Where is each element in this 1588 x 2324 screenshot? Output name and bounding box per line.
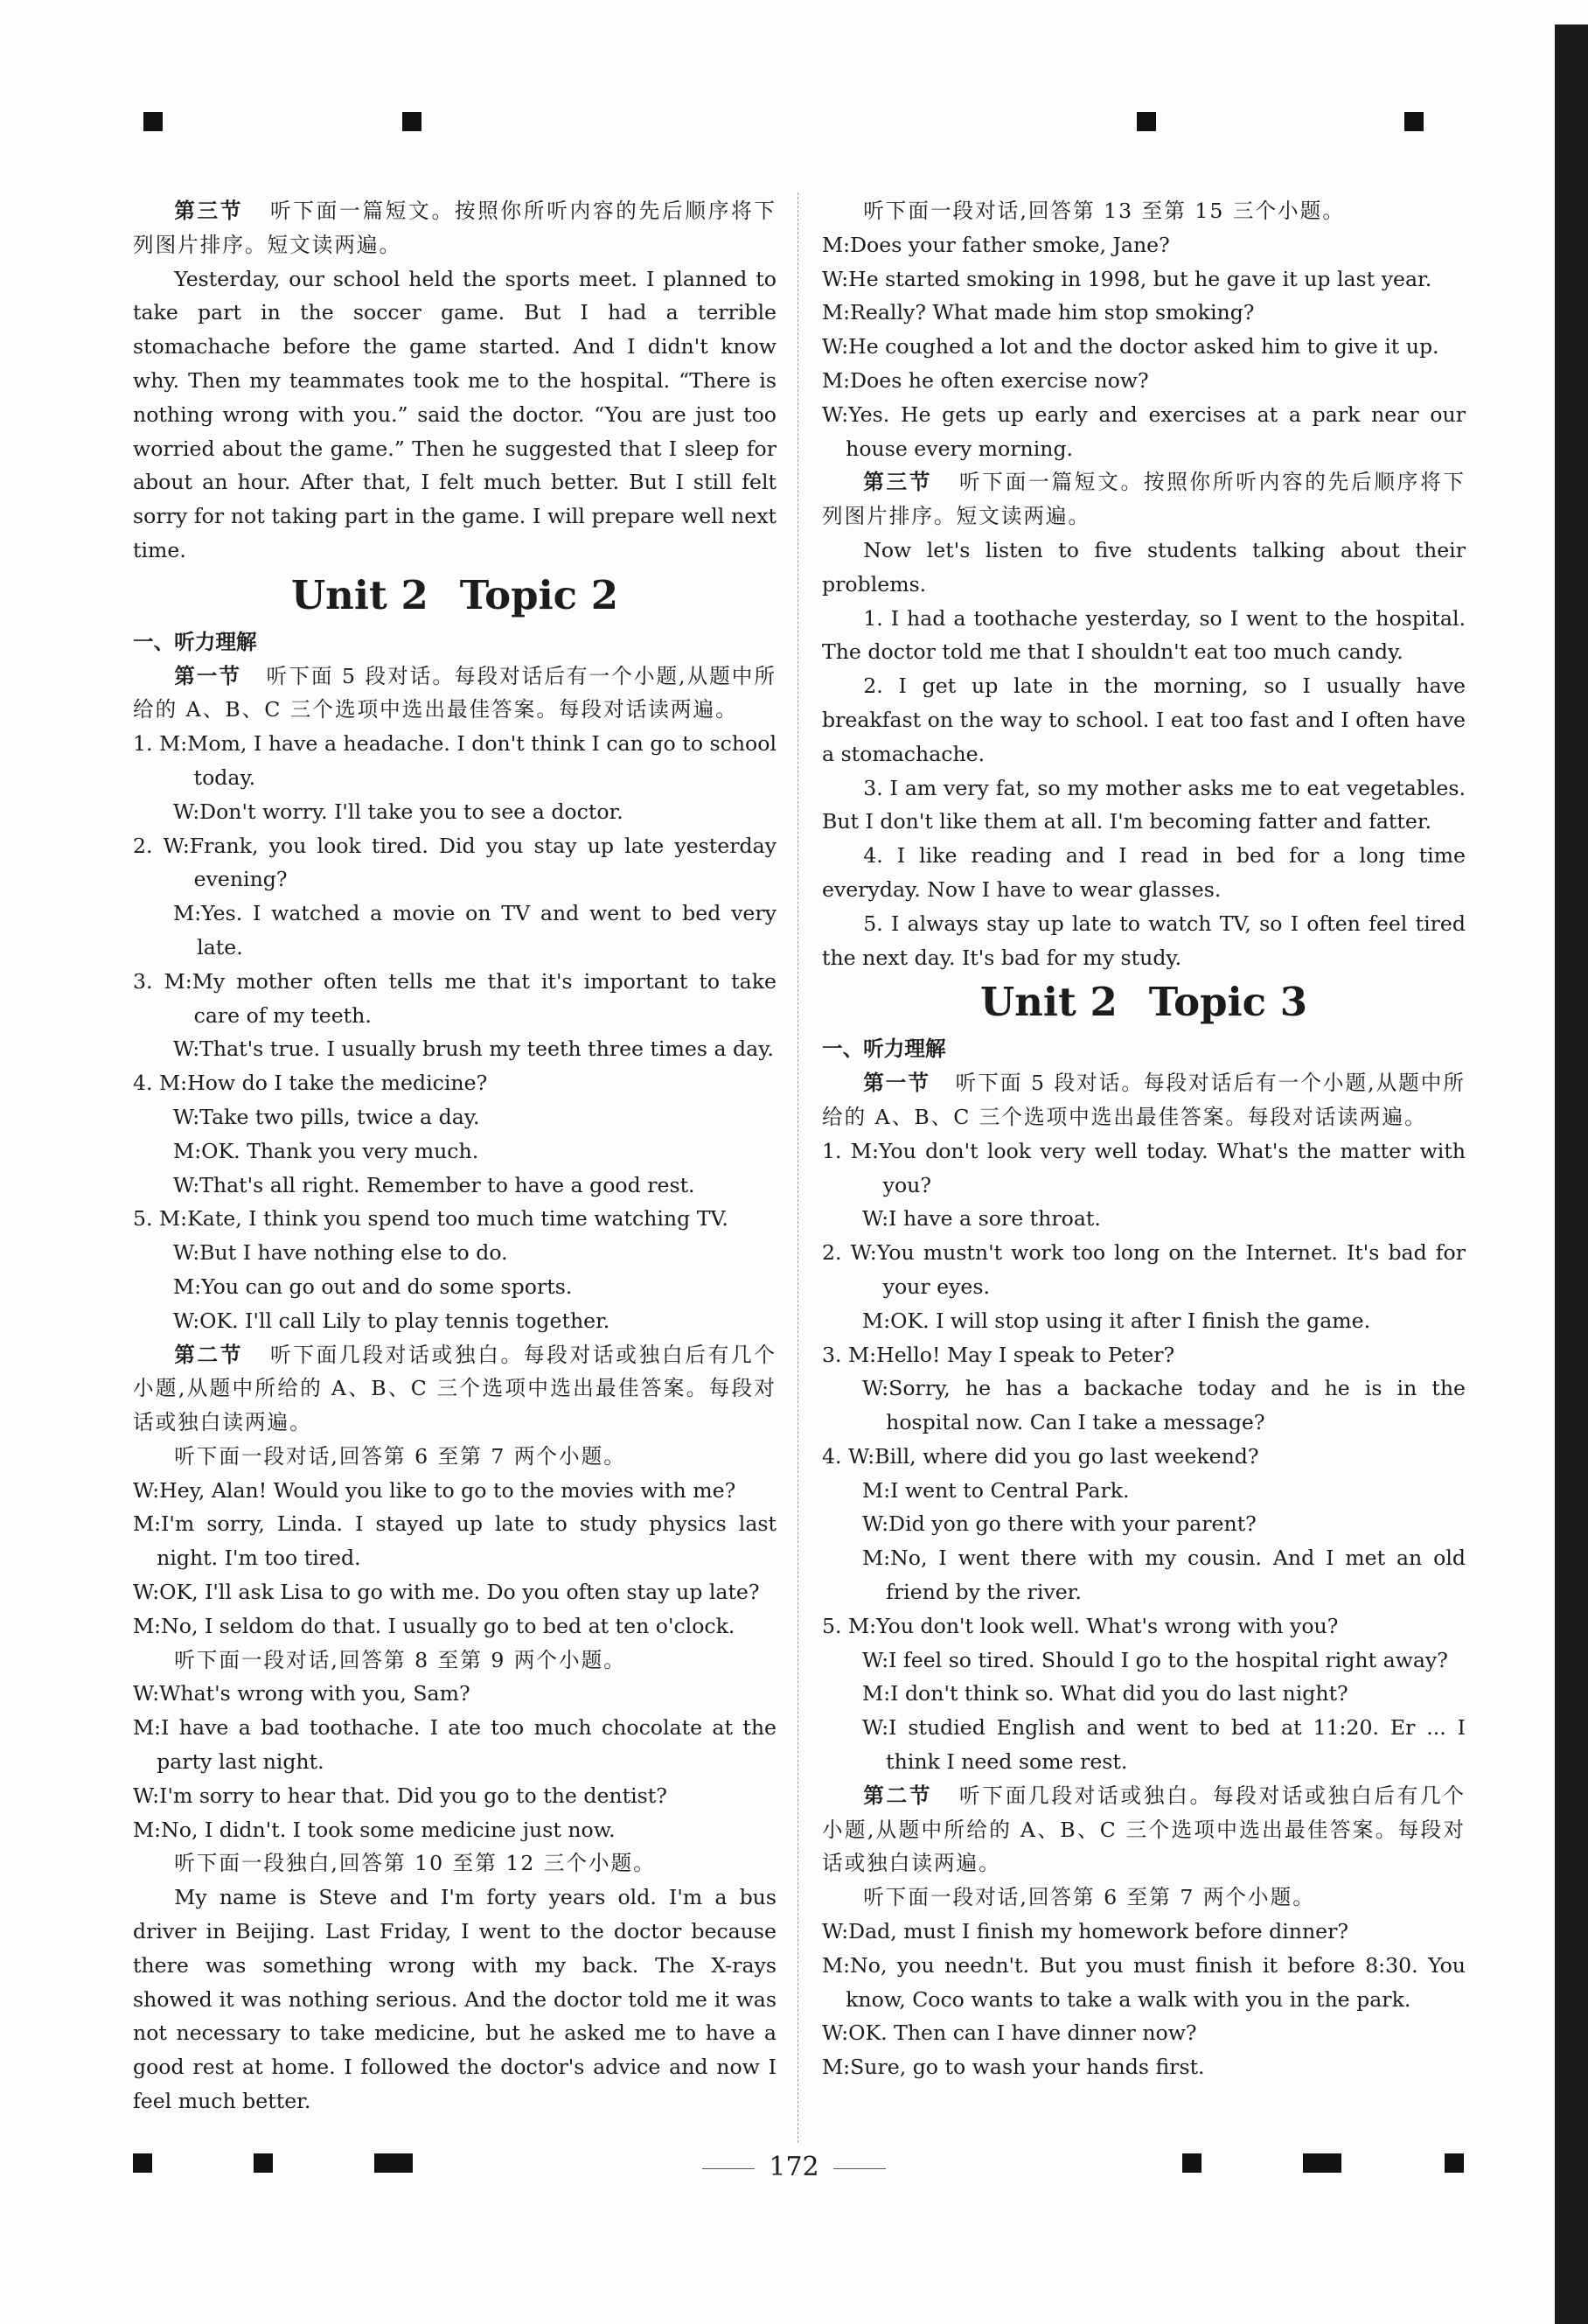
problem-item-2: 2. I get up late in the morning, so I usually have breakfast on the way to school. I eat too fast and I often have a stomachache.	[822, 673, 1466, 766]
dialogue-3-right: 3. M:Hello! May I speak to Peter? W:Sorry, he has a backache today and he is in the hospital now. Can I take a message?	[822, 1342, 1466, 1435]
page-edge-shadow	[1555, 24, 1588, 2324]
q8-9-intro: 听下面一段对话,回答第 8 至第 9 两个小题。	[174, 1647, 626, 1672]
page-number-rule-left	[702, 2168, 755, 2169]
section1-instruction-right: 第一节 听下面 5 段对话。每段对话后有一个小题,从题中所给的 A、B、C 三个选项中选出最佳答案。每段对话读两遍。	[822, 1071, 1466, 1129]
section3-instruction: 第三节 听下面一篇短文。按照你所听内容的先后顺序将下列图片排序。短文读两遍。	[133, 199, 777, 257]
problem-item-5: 5. I always stay up late to watch TV, so I often feel tired the next day. It's bad for my study.	[822, 911, 1466, 970]
dialogue-5: 5. M:Kate, I think you spend too much time watching TV. W:But I have nothing else to do. M:You can go out and do some sports. W:OK. I'll call Lily to play tennis together.	[133, 1206, 728, 1333]
left-column	[133, 194, 777, 2118]
column-divider	[797, 192, 798, 2143]
section2-instruction: 第二节 听下面几段对话或独白。每段对话或独白后有几个小题,从题中所给的 A、B、C 三个选项中选出最佳答案。每段对话或独白读两遍。	[133, 1342, 777, 1435]
registration-mark-top-2	[402, 112, 421, 131]
section3-lead: Now let's listen to five students talking about their problems.	[822, 537, 1466, 597]
q10-12-monologue: My name is Steve and I'm forty years old. I'm a bus driver in Beijing. Last Friday, I went to the doctor because there was something wrong with my back. The X-rays showed it was nothing serious. And the doctor told me it was not necessary to take medicine, but he asked me to have a good rest at home. I followed the doctor's advice and now I feel much better.	[133, 1885, 777, 2114]
problem-item-1: 1. I had a toothache yesterday, so I went to the hospital. The doctor told me that I shouldn't eat too much candy.	[822, 605, 1466, 665]
section-heading-right: 一、听力理解	[822, 1036, 946, 1062]
q10-12-intro: 听下面一段独白,回答第 10 至第 12 三个小题。	[174, 1851, 656, 1876]
dialogue-3: 3. M:My mother often tells me that it's important to take care of my teeth. W:That's true. I usually brush my teeth three times a day.	[133, 968, 777, 1062]
problem-item-4: 4. I like reading and I read in bed for a long time everyday. Now I have to wear glasses.	[822, 843, 1466, 902]
page-number: 172	[0, 2152, 1588, 2182]
registration-mark-top-3	[1137, 112, 1156, 131]
q6-7-intro-right: 听下面一段对话,回答第 6 至第 7 两个小题。	[863, 1885, 1315, 1910]
section1-instruction: 第一节 听下面 5 段对话。每段对话后有一个小题,从题中所给的 A、B、C 三个选项中选出最佳答案。每段对话读两遍。	[133, 663, 777, 722]
page-number-rule-right	[833, 2168, 886, 2169]
dialogue-2: 2. W:Frank, you look tired. Did you stay up late yesterday evening? M:Yes. I watched a movie on TV and went to bed very late.	[133, 833, 777, 960]
registration-mark-top-1	[143, 112, 163, 131]
registration-mark-top-4	[1404, 112, 1424, 131]
dialogue-4-right: 4. W:Bill, where did you go last weekend? M:I went to Central Park. W:Did yon go there with your parent? M:No, I went there with my cousin. And I met an old friend by the river.	[822, 1443, 1466, 1605]
right-column	[822, 194, 1466, 2084]
section-heading: 一、听力理解	[133, 629, 257, 654]
dialogue-1: 1. M:Mom, I have a headache. I don't think I can go to school today. W:Don't worry. I'll take you to see a doctor.	[133, 731, 777, 824]
q13-15-dialogue: M:Does your father smoke, Jane? W:He started smoking in 1998, but he gave it up last year. M:Really? What made him stop smoking? W:He coughed a lot and the doctor asked him to give it up. M:Does he often exercise now? W:Yes. He gets up early and exercises at a park near our house every morning.	[822, 232, 1466, 461]
unit-topic-title-right: Unit 2 Topic 3	[979, 979, 1308, 1026]
dialogue-5-right: 5. M:You don't look well. What's wrong with you? W:I feel so tired. Should I go to the hospital right away? M:I don't think so. What did you do last night? W:I studied English and went to bed at 11:20. Er ... I think I need some rest.	[822, 1613, 1466, 1775]
q6-7-dialogue-right: W:Dad, must I finish my homework before dinner? M:No, you needn't. But you must finish it before 8:30. You know, Coco wants to take a walk with you in the park. W:OK. Then can I have dinner now? M:Sure, go to wash your hands first.	[822, 1919, 1466, 2080]
q6-7-dialogue: W:Hey, Alan! Would you like to go to the movies with me? M:I'm sorry, Linda. I stayed up late to study physics last night. I'm too tired. W:OK, I'll ask Lisa to go with me. Do you often stay up late? M:No, I seldom do that. I usually go to bed at ten o'clock.	[133, 1477, 777, 1638]
dialogue-4: 4. M:How do I take the medicine? W:Take two pills, twice a day. M:OK. Thank you very much. W:That's all right. Remember to have a good rest.	[133, 1071, 695, 1197]
problem-item-3: 3. I am very fat, so my mother asks me to eat vegetables. But I don't like them at all. I'm becoming fatter and fatter.	[822, 775, 1466, 834]
dialogue-2-right: 2. W:You mustn't work too long on the Internet. It's bad for your eyes. M:OK. I will stop using it after I finish the game.	[822, 1240, 1466, 1333]
q6-7-intro: 听下面一段对话,回答第 6 至第 7 两个小题。	[174, 1443, 626, 1469]
section3-passage: Yesterday, our school held the sports meet. I planned to take part in the soccer game. But I had a terrible stomachache before the game started. And I didn't know why. Then my teammates took me to the hospital. “There is nothing wrong with you.” said the doctor. “You are just too worried about the game.” Then he suggested that I sleep for about an hour. After that, I felt much better. But I still felt sorry for not taking part in the game. I will prepare well next time.	[133, 266, 777, 562]
q13-15-intro: 听下面一段对话,回答第 13 至第 15 三个小题。	[863, 199, 1345, 223]
dialogue-1-right: 1. M:You don't look very well today. What's the matter with you? W:I have a sore throat.	[822, 1138, 1466, 1232]
q8-9-dialogue: W:What's wrong with you, Sam? M:I have a bad toothache. I ate too much chocolate at the party last night. W:I'm sorry to hear that. Did you go to the dentist? M:No, I didn't. I took some medicine just now.	[133, 1681, 777, 1842]
unit-topic-title: Unit 2 Topic 2	[290, 571, 619, 618]
section3-instruction-right: 第三节 听下面一篇短文。按照你所听内容的先后顺序将下列图片排序。短文读两遍。	[822, 470, 1466, 529]
section2-instruction-right: 第二节 听下面几段对话或独白。每段对话或独白后有几个小题,从题中所给的 A、B、C 三个选项中选出最佳答案。每段对话或独白读两遍。	[822, 1783, 1466, 1876]
